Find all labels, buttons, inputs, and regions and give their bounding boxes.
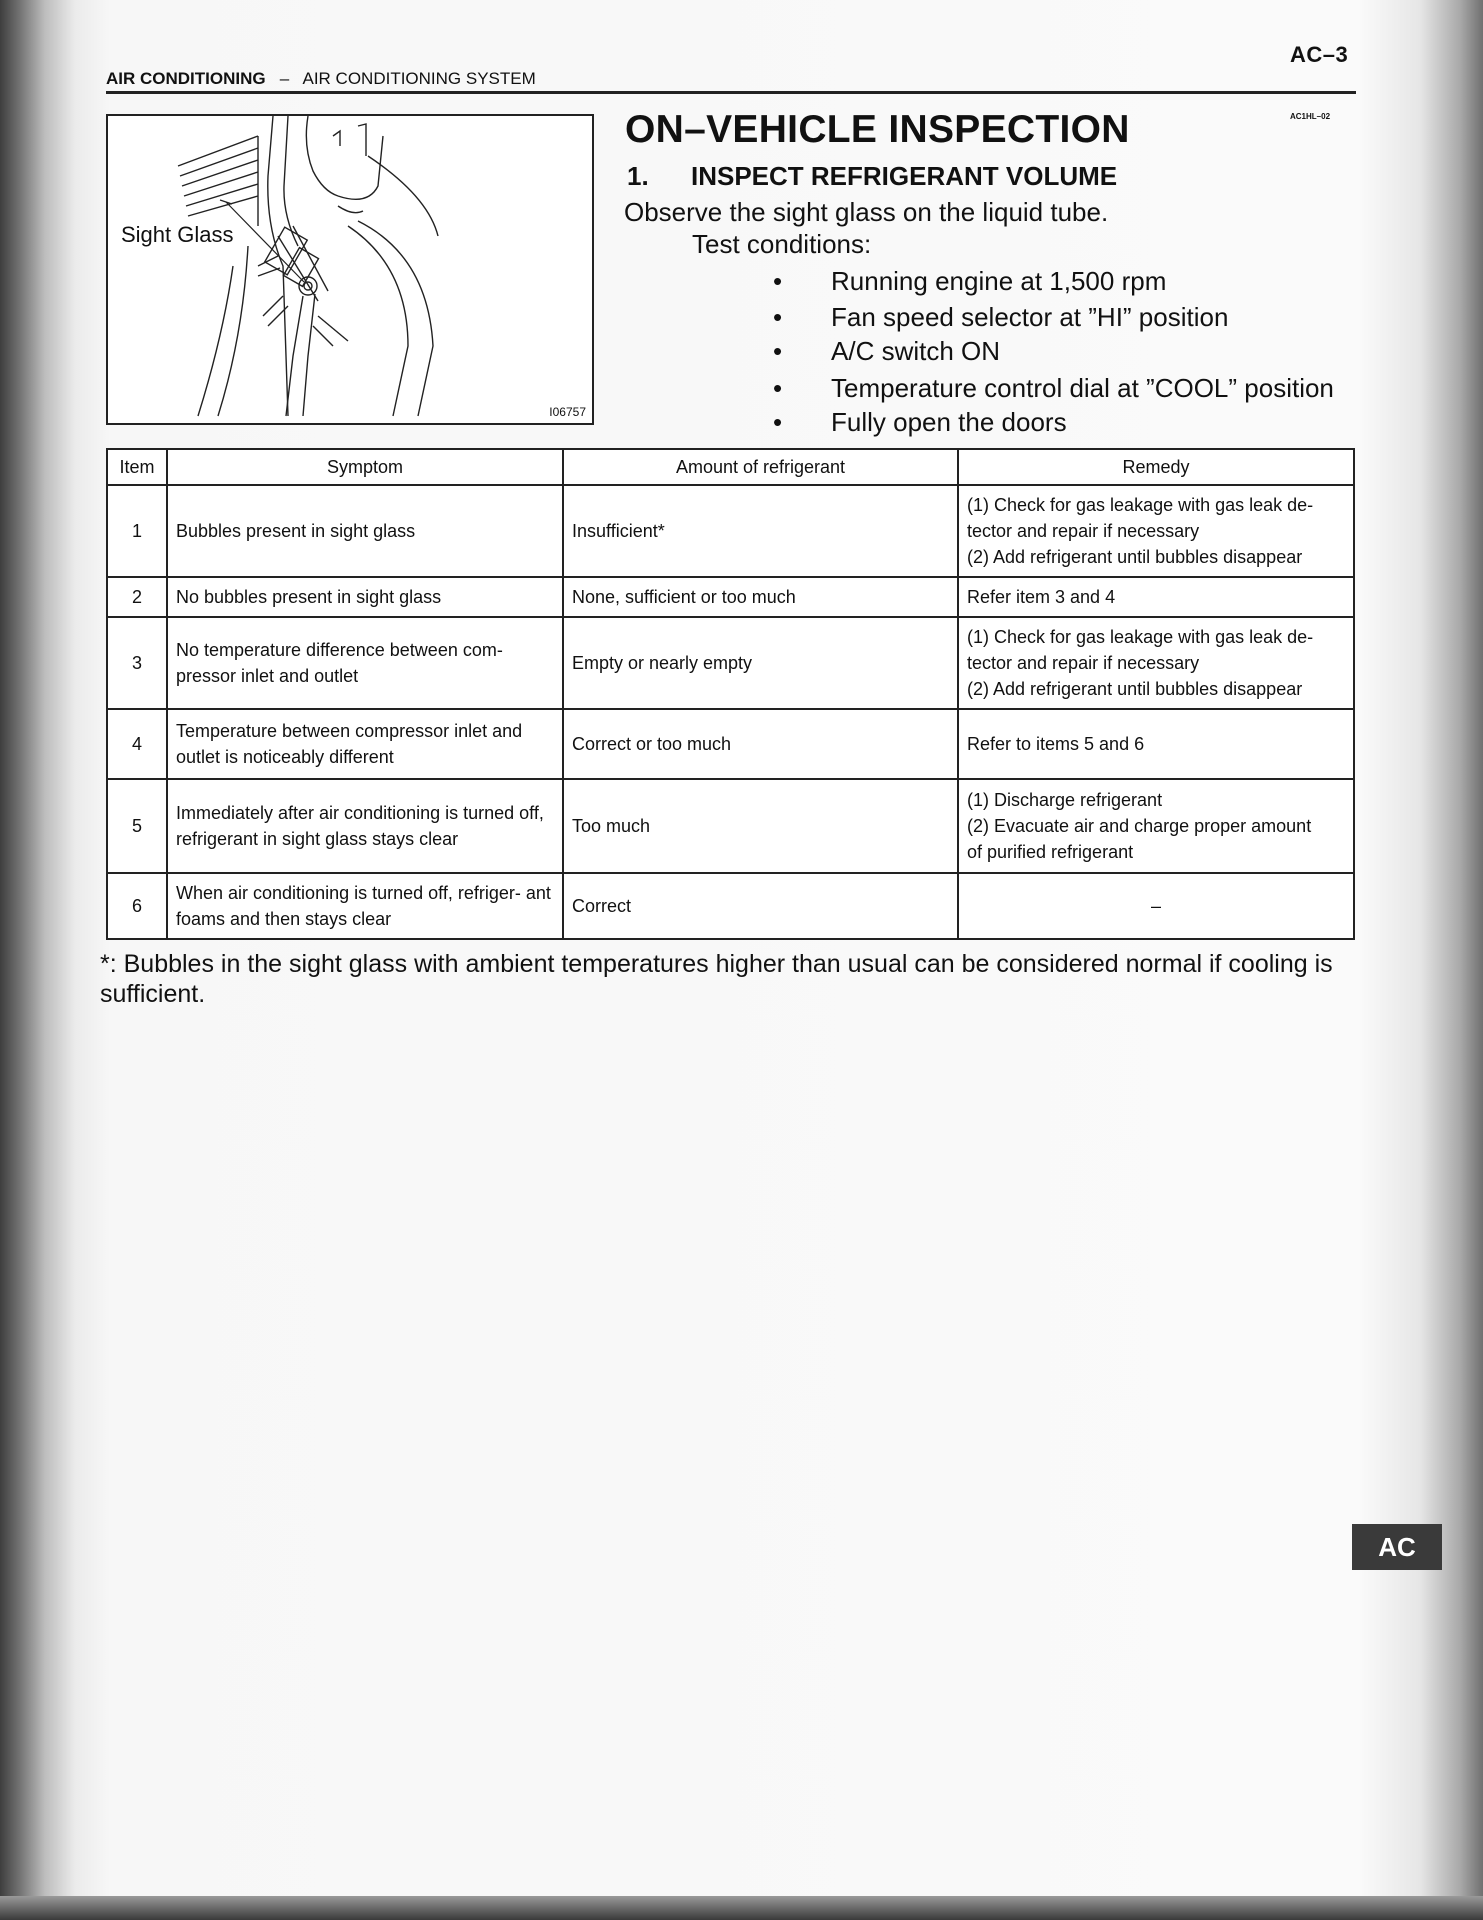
condition-text: Fan speed selector at ”HI” position bbox=[831, 302, 1229, 332]
figure-id: I06757 bbox=[549, 405, 586, 419]
test-condition-item bbox=[773, 336, 1000, 367]
section-heading: ON–VEHICLE INSPECTION bbox=[625, 108, 1130, 151]
remedy-line: Refer item 3 and 4 bbox=[967, 586, 1116, 607]
symptom-cell: No temperature difference between com- pressor inlet and outlet bbox=[167, 617, 563, 709]
test-condition-item bbox=[773, 266, 1166, 297]
running-header bbox=[106, 69, 536, 89]
table-row bbox=[107, 577, 1354, 617]
item-cell: 1 bbox=[107, 485, 167, 577]
refrigerant-inspection-table bbox=[106, 448, 1355, 940]
step-number: 1. bbox=[627, 161, 649, 191]
bullet: • bbox=[773, 407, 783, 437]
bullet: • bbox=[773, 373, 783, 403]
symptom-cell: No bubbles present in sight glass bbox=[167, 577, 563, 617]
remedy-line: tector and repair if necessary bbox=[967, 520, 1200, 541]
header-separator: – bbox=[279, 69, 290, 88]
bullet: • bbox=[773, 302, 783, 332]
condition-text: Fully open the doors bbox=[831, 407, 1067, 437]
test-condition-item bbox=[773, 407, 1067, 438]
column-header-amount: Amount of refrigerant bbox=[563, 449, 958, 485]
remedy-line: – bbox=[1150, 895, 1161, 916]
item-cell: 2 bbox=[107, 577, 167, 617]
engine-bay-line-drawing bbox=[108, 116, 592, 423]
symptom-cell: Immediately after air conditioning is turned off, refrigerant in sight glass stays clear bbox=[167, 779, 563, 873]
remedy-cell bbox=[958, 617, 1354, 709]
item-cell: 5 bbox=[107, 779, 167, 873]
column-header-symptom: Symptom bbox=[167, 449, 563, 485]
remedy-line: Refer to items 5 and 6 bbox=[967, 733, 1145, 754]
amount-cell: Too much bbox=[563, 779, 958, 873]
header-section: AIR CONDITIONING SYSTEM bbox=[302, 69, 536, 88]
remedy-cell bbox=[958, 873, 1354, 939]
column-header-remedy: Remedy bbox=[958, 449, 1354, 485]
remedy-line: tector and repair if necessary bbox=[967, 652, 1200, 673]
scan-edge-shadow bbox=[0, 1896, 1483, 1920]
symptom-cell: Bubbles present in sight glass bbox=[167, 485, 563, 577]
test-conditions-label: Test conditions: bbox=[692, 229, 872, 259]
condition-text: Running engine at 1,500 rpm bbox=[831, 266, 1167, 296]
instruction-text: Observe the sight glass on the liquid tube. bbox=[624, 197, 1109, 227]
test-condition-item bbox=[773, 373, 1334, 404]
symptom-cell: Temperature between compressor inlet and outlet is noticeably different bbox=[167, 709, 563, 779]
amount-cell: Correct bbox=[563, 873, 958, 939]
table-footnote: *: Bubbles in the sight glass with ambient temperatures higher than usual can be considered normal if cooling is sufficient. bbox=[100, 950, 1333, 1008]
remedy-line: (1) Discharge refrigerant bbox=[967, 789, 1163, 810]
condition-text: A/C switch ON bbox=[831, 336, 1001, 366]
header-rule bbox=[106, 91, 1356, 94]
bullet: • bbox=[773, 266, 783, 296]
remedy-line: (2) Add refrigerant until bubbles disappear bbox=[967, 547, 1303, 568]
remedy-cell bbox=[958, 709, 1354, 779]
table-row bbox=[107, 485, 1354, 577]
remedy-line: (2) Add refrigerant until bubbles disappear bbox=[967, 679, 1303, 700]
remedy-line: (1) Check for gas leakage with gas leak de- bbox=[967, 494, 1314, 515]
amount-cell: Empty or nearly empty bbox=[563, 617, 958, 709]
test-condition-item bbox=[773, 302, 1228, 333]
remedy-line: (1) Check for gas leakage with gas leak de- bbox=[967, 626, 1314, 647]
amount-cell: Insufficient* bbox=[563, 485, 958, 577]
remedy-line: (2) Evacuate air and charge proper amount bbox=[967, 815, 1312, 836]
sight-glass-illustration bbox=[106, 114, 594, 425]
header-chapter: AIR CONDITIONING bbox=[106, 69, 266, 88]
item-cell: 3 bbox=[107, 617, 167, 709]
step-title: INSPECT REFRIGERANT VOLUME bbox=[691, 161, 1118, 191]
remedy-cell bbox=[958, 779, 1354, 873]
amount-cell: Correct or too much bbox=[563, 709, 958, 779]
table-row bbox=[107, 617, 1354, 709]
table-header-row bbox=[107, 449, 1354, 485]
figure-callout-label: Sight Glass bbox=[121, 222, 234, 247]
table-row bbox=[107, 779, 1354, 873]
document-code: AC1HL–02 bbox=[1290, 112, 1331, 121]
remedy-cell bbox=[958, 577, 1354, 617]
condition-text: Temperature control dial at ”COOL” position bbox=[831, 373, 1334, 403]
item-cell: 4 bbox=[107, 709, 167, 779]
item-cell: 6 bbox=[107, 873, 167, 939]
remedy-cell bbox=[958, 485, 1354, 577]
chapter-side-tab: AC bbox=[1352, 1524, 1442, 1570]
remedy-line: of purified refrigerant bbox=[967, 842, 1134, 863]
symptom-cell: When air conditioning is turned off, refriger- ant foams and then stays clear bbox=[167, 873, 563, 939]
table-row bbox=[107, 709, 1354, 779]
table-row bbox=[107, 873, 1354, 939]
bullet: • bbox=[773, 336, 783, 366]
page-number: AC–3 bbox=[1290, 42, 1349, 67]
column-header-item: Item bbox=[107, 449, 167, 485]
amount-cell: None, sufficient or too much bbox=[563, 577, 958, 617]
